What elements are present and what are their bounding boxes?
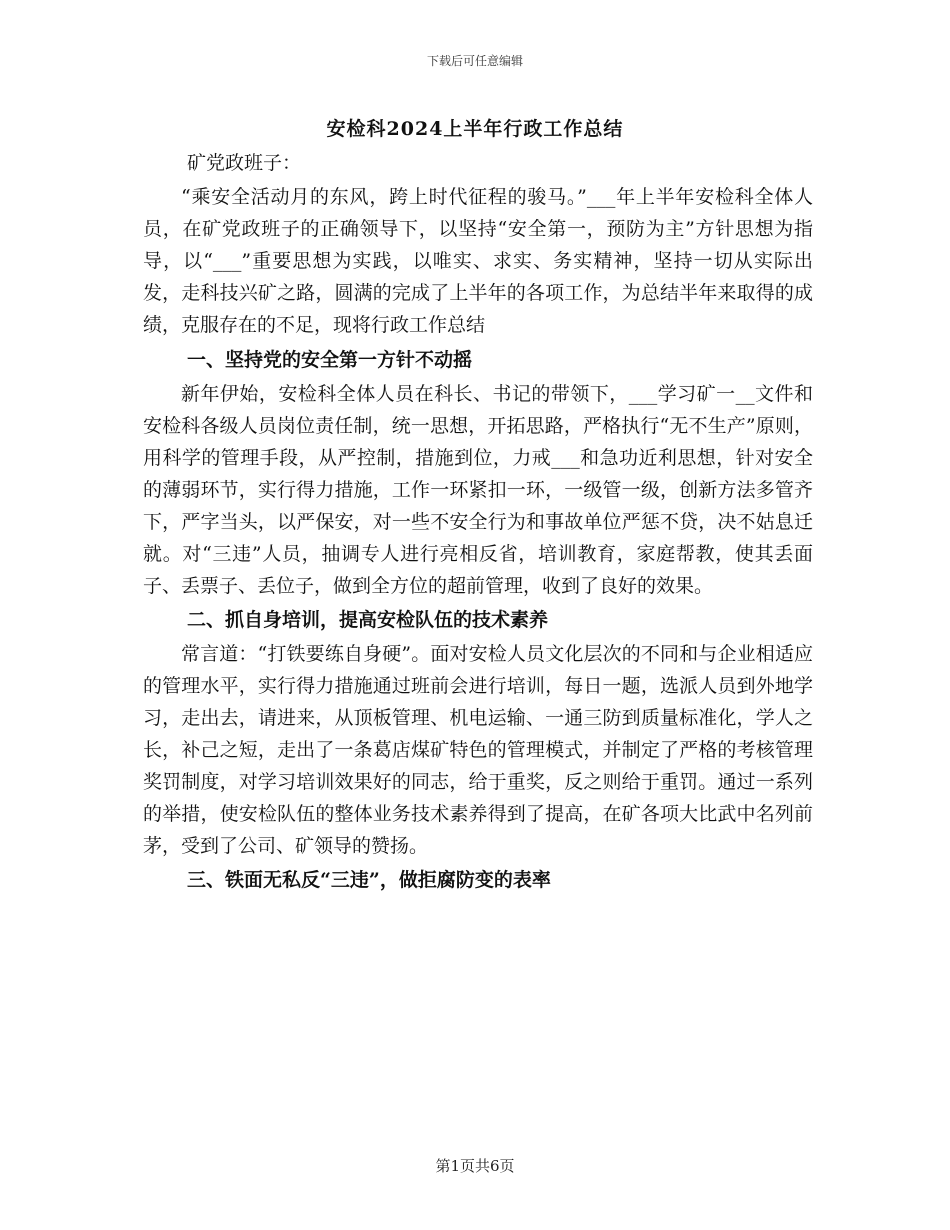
- section-heading-1: 一、坚持党的安全第一方针不动摇: [187, 349, 473, 371]
- document-title: 安检科2024上半年行政工作总结: [326, 118, 624, 140]
- section-body-2: 常言道：“打铁要练自身硬”。面对安检人员文化层次的不同和与企业相适应的管理水平，实行得力措施通过班前会进行培训，每日一题，选派人员到外地学习，走出去，请进来，从顶板管理、机电运输、一通三防到质量标准化，学人之长，补己之短，走出了一条葛店煤矿特色的管理模式，并制定了严格的考核管理奖罚制度，对学习培训效果好的同志，给于重奖，反之则给于重罚。通过一系列的举措，使安检队伍的整体业务技术素养得到了提高，在矿各项大比武中名列前茅，受到了公司、矿领导的赞扬。: [143, 643, 813, 857]
- document-body: [143, 147, 813, 896]
- intro-paragraph: “乘安全活动月的东风，跨上时代征程的骏马。”___年上半年安检科全体人员，在矿党政班子的正确领导下，以坚持“安全第一，预防为主”方针思想为指导，以“___”重要思想为实践，以唯实、求实、务实精神，坚持一切从实际出发，走科技兴矿之路，圆满的完成了上半年的各项工作，为总结半年来取得的成绩，克服存在的不足，现将行政工作总结: [143, 186, 813, 336]
- section-heading-3: 三、铁面无私反“三违”，做拒腐防变的表率: [187, 869, 551, 891]
- section-heading-2: 二、抓自身培训，提高安检队伍的技术素养: [187, 609, 549, 631]
- greeting: 矿党政班子：: [187, 152, 302, 174]
- section-body-1: 新年伊始，安检科全体人员在科长、书记的带领下，___学习矿一__文件和安检科各级人员岗位责任制，统一思想，开拓思路，严格执行“无不生产”原则，用科学的管理手段，从严控制，措施到位，力戒___和急功近利思想，针对安全的薄弱环节，实行得力措施，工作一环紧扣一环，一级管一级，创新方法多管齐下，严字当头，以严保安，对一些不安全行为和事故单位严惩不贷，决不姑息迁就。对“三违”人员，抽调专人进行亮相反省，培训教育，家庭帮教，使其丢面子、丢票子、丢位子，做到全方位的超前管理，收到了良好的效果。: [143, 383, 813, 597]
- header-note: 下载后可任意编辑: [426, 54, 523, 68]
- page-indicator: 第1页共6页: [435, 1157, 515, 1175]
